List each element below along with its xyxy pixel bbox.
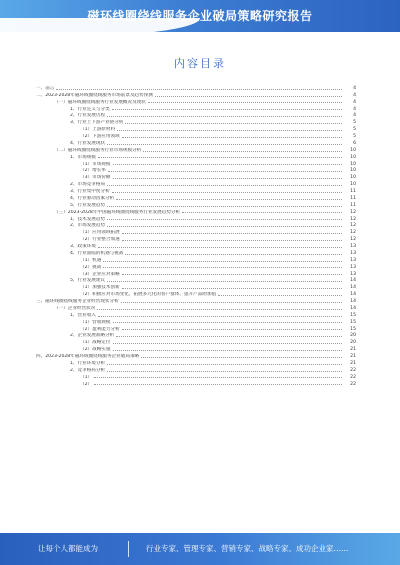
footer-slogan-right: 行业专家、管理专家、营销专家、战略专家、成功企业家…… — [146, 544, 349, 553]
toc-page-number: 20 — [350, 340, 356, 346]
toc-leader-dots — [107, 226, 342, 227]
toc-page-number: 5 — [353, 127, 356, 133]
toc-entry-label: 4、行业驱动因素分析 — [70, 195, 115, 201]
toc-leader-dots — [113, 322, 343, 323]
toc-page-number: 10 — [350, 147, 356, 153]
toc-page-number: 14 — [350, 299, 356, 304]
toc-leader-dots — [122, 274, 342, 275]
toc-entry[interactable] — [36, 84, 356, 91]
toc-leader-dots — [182, 212, 342, 213]
toc-entry-label: （1）市场规模 — [80, 161, 111, 167]
toc-entry[interactable] — [36, 352, 356, 359]
toc-entry-label: （3）市场份额 — [80, 175, 111, 181]
toc-page-number: 10 — [350, 175, 356, 181]
toc-entry-label: （2）积极应对市场变化，拓展多元化的客户群体，提升产品附加值 — [80, 292, 217, 298]
toc-entry[interactable] — [36, 215, 356, 222]
toc-leader-dots — [122, 240, 342, 241]
toc-page-number: 10 — [350, 168, 356, 174]
toc-page-number: 5 — [353, 134, 356, 139]
toc-page-number: 21 — [350, 354, 356, 359]
toc-entry[interactable] — [36, 173, 356, 180]
toc-page-number: 14 — [350, 305, 356, 311]
toc-entry-label: 3、政策环境 — [70, 244, 96, 249]
toc-page-number: 13 — [350, 257, 356, 263]
toc-entry-label: 1、行业定义与分类 — [70, 106, 110, 112]
report-title: 磁环线圈绕线服务企业破局策略研究报告 — [87, 9, 313, 23]
toc-leader-dots — [113, 350, 343, 351]
toc-entry-label: 5、行业发展趋势 — [70, 202, 106, 208]
toc-leader-dots — [98, 247, 342, 248]
toc-page-number: 22 — [350, 367, 356, 373]
toc-entry-label: 1、市场规模 — [70, 154, 96, 160]
toc-entry[interactable] — [36, 167, 356, 174]
toc-page-number: 5 — [353, 120, 356, 126]
toc-entry[interactable] — [36, 256, 356, 263]
toc-leader-dots — [122, 137, 342, 138]
toc-entry[interactable] — [36, 338, 356, 345]
toc-entry[interactable] — [36, 160, 356, 167]
toc-entry[interactable] — [36, 263, 356, 270]
toc-page-number: 13 — [350, 250, 356, 256]
toc-entry-label: （2）下游应用领域 — [80, 134, 120, 139]
toc-entry[interactable] — [36, 91, 356, 98]
toc-page-number: 4 — [353, 85, 356, 91]
toc-page-number: 11 — [350, 189, 356, 194]
toc-entry[interactable] — [36, 201, 356, 208]
toc-entry[interactable] — [36, 290, 356, 297]
toc-leader-dots — [107, 371, 342, 372]
toc-entry[interactable] — [36, 318, 356, 325]
toc-entry[interactable] — [36, 366, 356, 373]
toc-page-number: 20 — [350, 333, 356, 339]
toc-leader-dots — [107, 364, 342, 365]
footer-slogan-left: 让每个人都能成为 — [38, 544, 98, 553]
toc-entry-label: 三、磁环线圈绕线服务企业经营现状分析 — [36, 299, 119, 304]
toc-page-number: 12 — [350, 237, 356, 243]
toc-leader-dots — [113, 343, 343, 344]
toc-entry[interactable] — [36, 146, 356, 153]
toc-page-number: 13 — [350, 244, 356, 249]
toc-entry-label: （1） — [80, 374, 93, 380]
toc-page-number: 10 — [350, 154, 356, 160]
toc-entry[interactable] — [36, 153, 356, 160]
toc-entry-label: （三）2023-2028年中国磁环线圈绕线服务行业发展趋势分析 — [54, 209, 181, 215]
toc-leader-dots — [107, 219, 342, 220]
toc-entry-label: 5、行业发展建议 — [70, 278, 106, 284]
toc-entry[interactable] — [36, 297, 356, 304]
toc-entry-label: 1、技术发展趋势 — [70, 216, 106, 222]
toc-page-number: 13 — [350, 264, 356, 270]
toc-entry[interactable] — [36, 112, 356, 119]
toc-entry[interactable] — [36, 139, 356, 146]
toc-entry-label: （2）盈利能力分析 — [80, 326, 120, 332]
toc-entry-label: 四、2023-2028年磁环线圈绕线服务企业破局策略 — [36, 354, 140, 359]
toc-page-number: 13 — [350, 271, 356, 277]
toc-leader-dots — [125, 123, 342, 124]
footer-banner — [0, 533, 400, 565]
toc-page-number: 4 — [353, 99, 356, 105]
toc-heading: 内容目录 — [174, 57, 226, 70]
toc-entry[interactable] — [36, 325, 356, 332]
toc-entry[interactable] — [36, 180, 356, 187]
toc-leader-dots — [56, 89, 342, 90]
toc-leader-dots — [103, 261, 342, 262]
toc-page-number: 10 — [350, 161, 356, 167]
toc-entry[interactable] — [36, 283, 356, 290]
toc-entry-label: （一）企业经营状况 — [54, 305, 96, 311]
toc-page-number: 15 — [350, 312, 356, 318]
toc-page-number: 22 — [350, 374, 356, 380]
toc-leader-dots — [141, 357, 342, 358]
toc-entry-label: 4、行业发展现状 — [70, 140, 106, 146]
table-of-contents — [36, 84, 356, 387]
toc-page-number: 12 — [350, 216, 356, 222]
toc-page-number: 4 — [353, 113, 356, 119]
toc-entry-label: 2、市场发展趋势 — [70, 223, 106, 229]
toc-page-number: 14 — [350, 292, 356, 298]
toc-page-number: 6 — [353, 140, 356, 146]
toc-entry[interactable] — [36, 311, 356, 318]
toc-entry-label: （一）磁环线圈绕线服务行业发展概况及现状 — [54, 99, 146, 105]
toc-page-number: 10 — [350, 182, 356, 188]
toc-leader-dots — [125, 254, 342, 255]
toc-entry-label: 1、营业收入 — [70, 312, 96, 318]
toc-leader-dots — [112, 192, 342, 193]
toc-entry-label: （2） — [80, 381, 93, 387]
toc-entry-label: 一、前言 — [36, 85, 55, 91]
toc-page-number: 15 — [350, 319, 356, 325]
toc-leader-dots — [107, 144, 342, 145]
toc-entry[interactable] — [36, 345, 356, 352]
toc-entry-label: 二、2023-2028年磁环线圈绕线服务市场前景及趋势预测 — [36, 92, 153, 98]
toc-entry[interactable] — [36, 132, 356, 139]
toc-entry-label: （2）增长率 — [80, 168, 106, 174]
toc-entry[interactable] — [36, 228, 356, 235]
toc-entry-label: 4、行业面临的机遇与挑战 — [70, 250, 124, 256]
toc-entry[interactable] — [36, 277, 356, 284]
toc-entry[interactable] — [36, 380, 356, 387]
toc-entry-label: （2）战略实施 — [80, 347, 111, 353]
toc-leader-dots — [107, 206, 342, 207]
toc-page-number: 4 — [353, 106, 356, 112]
toc-entry-label: （1）营收规模 — [80, 319, 111, 325]
toc-entry[interactable] — [36, 332, 356, 339]
toc-entry-label: 2、行业发展历程 — [70, 113, 106, 119]
toc-page-number: 11 — [350, 202, 356, 208]
toc-entry-label: 2、企业发展战略分析 — [70, 333, 115, 339]
toc-page-number: 14 — [350, 285, 356, 291]
toc-leader-dots — [103, 267, 342, 268]
toc-page-number: 21 — [350, 360, 356, 366]
toc-leader-dots — [107, 116, 342, 117]
toc-entry-label: 3、行业集中度分析 — [70, 189, 110, 194]
toc-entry-label: （1）应用领域拓展 — [80, 230, 120, 236]
toc-entry[interactable] — [36, 118, 356, 125]
toc-entry-label: 2、市场竞争格局 — [70, 182, 106, 188]
toc-leader-dots — [97, 309, 342, 310]
footer-divider — [128, 541, 129, 557]
toc-page-number: 12 — [350, 209, 356, 215]
toc-page-number: 14 — [350, 278, 356, 284]
toc-leader-dots — [148, 102, 342, 103]
toc-entry[interactable] — [36, 105, 356, 112]
toc-entry[interactable] — [36, 270, 356, 277]
toc-leader-dots — [218, 295, 342, 296]
toc-entry-label: （2）挑战 — [80, 264, 102, 270]
toc-page-number: 22 — [350, 381, 356, 387]
toc-entry-label: （1）战略定位 — [80, 340, 111, 346]
toc-leader-dots — [94, 384, 342, 385]
toc-leader-dots — [143, 151, 342, 152]
toc-entry[interactable] — [36, 235, 356, 242]
toc-leader-dots — [98, 157, 342, 158]
toc-leader-dots — [112, 109, 342, 110]
toc-leader-dots — [116, 336, 342, 337]
header-banner — [0, 0, 400, 32]
toc-leader-dots — [113, 164, 343, 165]
toc-leader-dots — [122, 233, 342, 234]
toc-entry-label: （二）磁环线圈绕线服务行业市场规模分析 — [54, 147, 142, 153]
toc-leader-dots — [122, 329, 342, 330]
toc-leader-dots — [107, 185, 342, 186]
toc-leader-dots — [155, 96, 342, 97]
toc-entry-label: （1）机遇 — [80, 257, 102, 263]
toc-entry-label: （2）行业整合加速 — [80, 237, 120, 243]
toc-leader-dots — [121, 302, 342, 303]
toc-page-number: 12 — [350, 223, 356, 229]
toc-entry[interactable] — [36, 187, 356, 194]
toc-leader-dots — [98, 316, 342, 317]
toc-leader-dots — [116, 199, 342, 200]
toc-entry[interactable] — [36, 98, 356, 105]
toc-leader-dots — [108, 171, 342, 172]
toc-entry[interactable] — [36, 222, 356, 229]
toc-page-number: 11 — [350, 195, 356, 201]
toc-leader-dots — [117, 130, 342, 131]
toc-entry[interactable] — [36, 359, 356, 366]
toc-page-number: 12 — [350, 230, 356, 236]
toc-page-number: 4 — [353, 92, 356, 98]
toc-entry[interactable] — [36, 304, 356, 311]
toc-leader-dots — [107, 281, 342, 282]
toc-entry[interactable] — [36, 194, 356, 201]
toc-page-number: 21 — [350, 347, 356, 353]
toc-entry-label: （3）企业应对策略 — [80, 271, 120, 277]
toc-entry[interactable] — [36, 125, 356, 132]
toc-entry[interactable] — [36, 249, 356, 256]
toc-leader-dots — [113, 178, 343, 179]
toc-entry[interactable] — [36, 373, 356, 380]
toc-leader-dots — [94, 377, 342, 378]
toc-entry-label: 2、竞争格局分析 — [70, 367, 106, 373]
toc-entry[interactable] — [36, 242, 356, 249]
toc-entry-label: 3、行业上下游产业链分析 — [70, 120, 124, 126]
toc-entry[interactable] — [36, 208, 356, 215]
toc-entry-label: （1）上游原材料 — [80, 127, 116, 133]
toc-page-number: 15 — [350, 326, 356, 332]
toc-leader-dots — [122, 288, 342, 289]
toc-entry-label: 1、行业环境分析 — [70, 360, 106, 366]
toc-entry-label: （1）加强技术创新 — [80, 285, 120, 291]
